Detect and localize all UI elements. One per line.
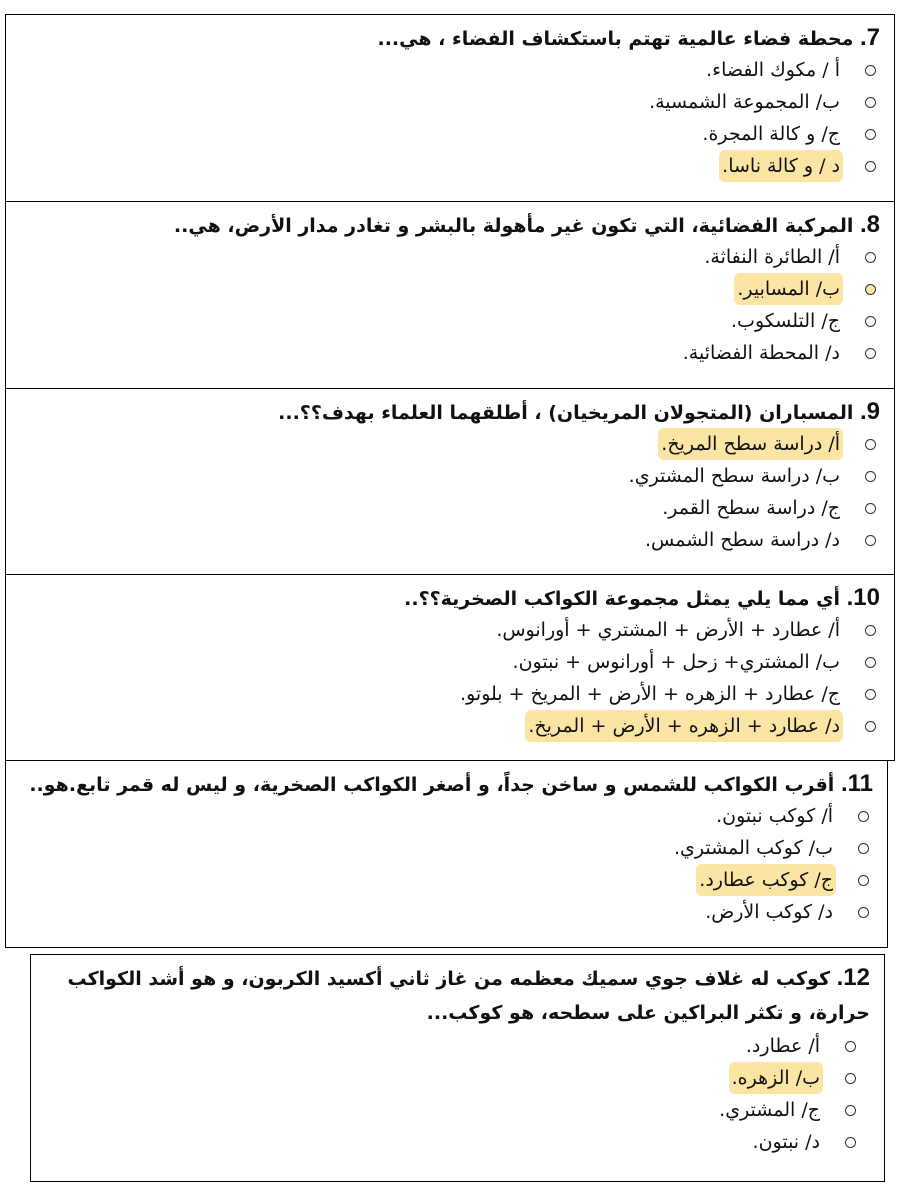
question-7 [5,14,895,202]
question-text: محطة فضاء عالمية تهتم باستكشاف الفضاء ، هي... [377,28,854,50]
option-text: ج/ التلسكوب. [731,310,840,332]
option-text: ب/ دراسة سطح المشتري. [628,465,840,487]
question-9 [5,388,895,575]
question-text: أقرب الكواكب للشمس و ساخن جداً، و أصغر الكواكب الصخرية، و ليس له قمر تابع.هو.. [29,774,835,796]
radio-bullet-icon[interactable] [865,348,876,359]
option-a[interactable] [20,241,880,273]
question-text: كوكب له غلاف جوي سميك معظمه من غاز ثاني أكسيد الكربون، و هو أشد الكواكب حرارة، و تكثر البراكين على سطحه، هو كوكب... [67,968,870,1024]
radio-bullet-icon[interactable] [865,535,876,546]
question-text: المركبة الفضائية، التي تكون غير مأهولة بالبشر و تغادر مدار الأرض، هي.. [173,215,854,237]
option-d[interactable] [20,337,880,369]
option-b[interactable] [20,832,873,864]
radio-bullet-icon[interactable] [858,907,869,918]
option-c[interactable] [20,864,873,896]
radio-bullet-icon[interactable] [858,875,869,886]
radio-bullet-icon[interactable] [865,65,876,76]
question-11 [5,760,888,948]
question-title [20,583,880,614]
question-title [20,769,873,800]
radio-bullet-icon[interactable] [865,503,876,514]
radio-bullet-icon[interactable] [845,1137,856,1148]
option-text: د/ عطارد + الزهره + الأرض + المريخ. [525,710,843,742]
radio-bullet-icon[interactable] [858,843,869,854]
option-d[interactable] [20,896,873,928]
question-10 [5,574,895,761]
option-text: د/ نبتون. [752,1131,820,1153]
radio-bullet-icon[interactable] [865,316,876,327]
option-text: د/ كوكب الأرض. [705,901,833,923]
option-d[interactable] [20,524,880,556]
option-text: أ/ دراسة سطح المريخ. [658,428,843,460]
option-b[interactable] [20,460,880,492]
question-title [20,210,880,241]
options-list [20,54,880,182]
options-list [20,241,880,369]
question-number: 9. [859,398,880,425]
option-c[interactable] [20,118,880,150]
radio-bullet-icon[interactable] [858,811,869,822]
question-title [45,961,870,1030]
option-text: ب/ المسابير. [734,273,843,305]
option-d[interactable] [45,1126,860,1158]
option-b[interactable] [20,86,880,118]
radio-bullet-icon[interactable] [865,657,876,668]
question-title [20,397,880,428]
option-b[interactable] [20,273,880,305]
option-a[interactable] [20,54,880,86]
question-number: 7. [859,24,880,51]
question-8 [5,201,895,389]
options-list [20,800,873,928]
option-a[interactable] [20,800,873,832]
question-12 [30,954,885,1182]
question-number: 11. [840,770,873,797]
radio-bullet-icon[interactable] [865,129,876,140]
option-b[interactable] [45,1062,860,1094]
option-text: ج/ و كالة المجرة. [702,123,840,145]
option-text: أ/ كوكب نبتون. [716,805,833,827]
options-list [20,428,880,556]
option-b[interactable] [20,646,880,678]
option-c[interactable] [45,1094,860,1126]
option-text: ج/ كوكب عطارد. [696,864,836,896]
question-title [20,23,880,54]
radio-bullet-icon[interactable] [865,471,876,482]
question-text: المسباران (المتجولان المريخيان) ، أطلقهما العلماء بهدف؟؟... [278,402,854,424]
option-c[interactable] [20,678,880,710]
option-text: أ/ عطارد + الأرض + المشتري + أورانوس. [496,619,840,641]
question-number: 10. [846,584,880,611]
question-number: 8. [859,211,880,238]
radio-bullet-icon[interactable] [865,721,876,732]
radio-bullet-icon[interactable] [865,284,876,295]
options-list [20,614,880,742]
question-text: أي مما يلي يمثل مجموعة الكواكب الصخرية؟؟.. [404,588,840,610]
radio-bullet-icon[interactable] [845,1105,856,1116]
option-text: د/ دراسة سطح الشمس. [644,529,840,551]
radio-bullet-icon[interactable] [865,161,876,172]
option-a[interactable] [20,428,880,460]
option-text: ج/ المشتري. [719,1099,820,1121]
option-text: ب/ المشتري+ زحل + أورانوس + نبتون. [512,651,840,673]
option-text: أ/ الطائرة النفاثة. [704,246,840,268]
option-text: أ/ عطارد. [745,1035,820,1057]
option-text: ب/ المجموعة الشمسية. [649,91,840,113]
option-text: د/ المحطة الفضائية. [682,342,840,364]
radio-bullet-icon[interactable] [845,1041,856,1052]
option-d[interactable] [20,710,880,742]
option-text: د / و كالة ناسا. [719,150,843,182]
option-c[interactable] [20,492,880,524]
radio-bullet-icon[interactable] [865,439,876,450]
radio-bullet-icon[interactable] [865,689,876,700]
option-text: ج/ عطارد + الزهره + الأرض + المريخ + بلوتو. [460,683,840,705]
option-d[interactable] [20,150,880,182]
radio-bullet-icon[interactable] [845,1073,856,1084]
option-text: ب/ الزهره. [729,1062,823,1094]
radio-bullet-icon[interactable] [865,625,876,636]
option-a[interactable] [20,614,880,646]
radio-bullet-icon[interactable] [865,252,876,263]
option-a[interactable] [45,1030,860,1062]
option-text: ب/ كوكب المشتري. [673,837,833,859]
radio-bullet-icon[interactable] [865,97,876,108]
options-list [45,1030,870,1158]
option-text: ج/ دراسة سطح القمر. [662,497,840,519]
option-c[interactable] [20,305,880,337]
question-number: 12. [836,964,870,991]
option-text: أ / مكوك الفضاء. [706,59,840,81]
